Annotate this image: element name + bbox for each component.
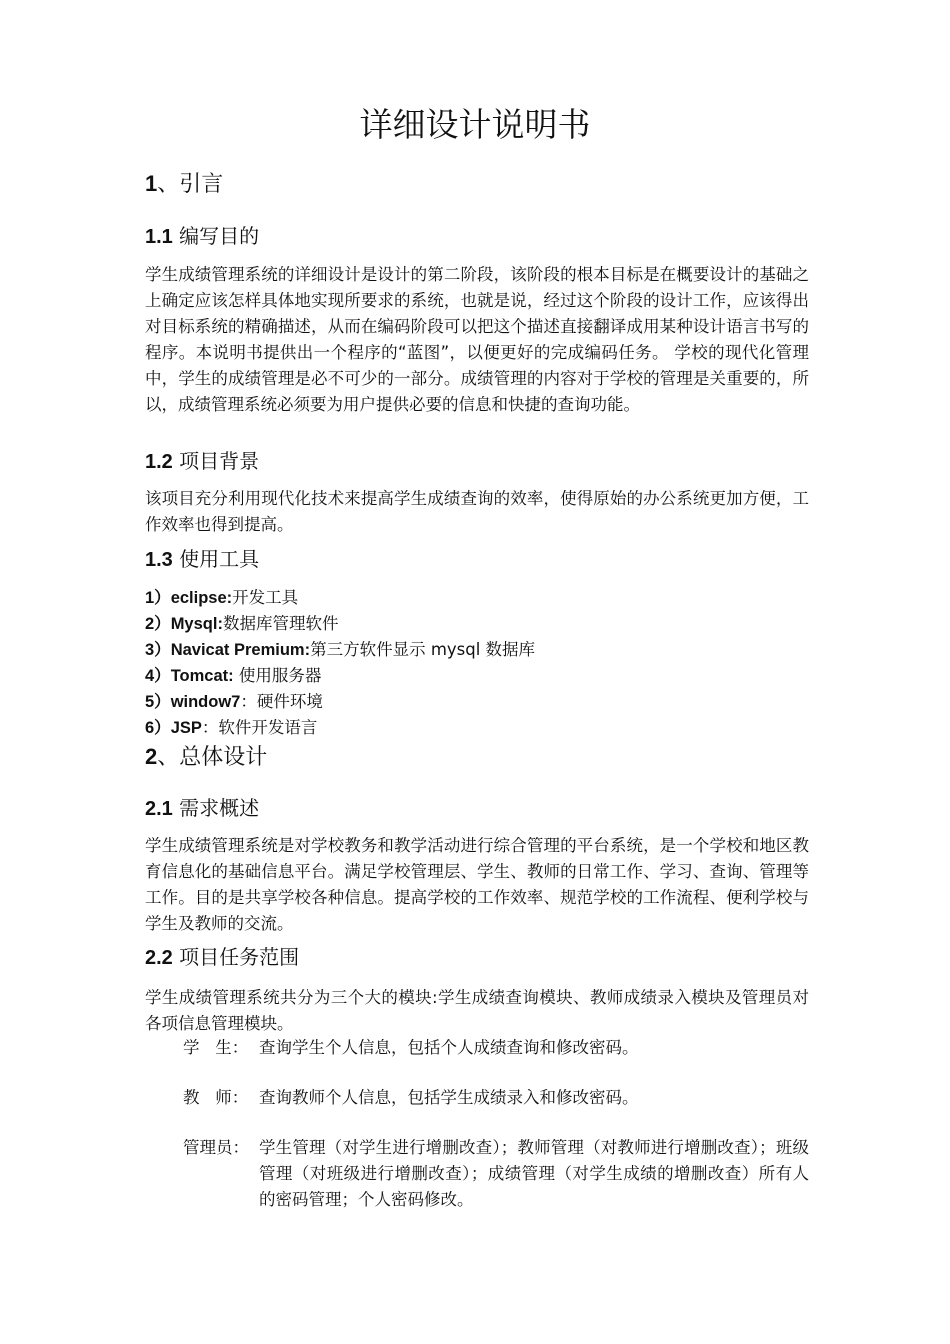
section-title: 项目任务范围 [172, 945, 300, 969]
tools-list [145, 585, 809, 741]
tool-index: 3） [145, 641, 171, 659]
section-title: 项目背景 [172, 449, 260, 473]
role-text: 查询学生个人信息，包括个人成绩查询和修改密码。 [259, 1038, 639, 1057]
role-text: 查询教师个人信息，包括学生成绩录入和修改密码。 [259, 1088, 639, 1107]
section-number: 1 [145, 171, 158, 196]
tool-item [145, 585, 809, 611]
tool-name: window7 [170, 693, 241, 711]
section-1-2-body: 该项目充分利用现代化技术来提高学生成绩查询的效率，使得原始的办公系统更加方便，工作效率也得到提高。 [145, 489, 809, 534]
tool-desc: 开发工具 [232, 588, 299, 607]
tool-index: 6） [145, 719, 171, 737]
section-number: 1.1 [145, 226, 173, 248]
section-number: 2 [145, 744, 158, 769]
role-label: 教 师： [183, 1088, 249, 1107]
section-2-heading [145, 740, 267, 775]
section-2-1-body: 学生成绩管理系统是对学校教务和教学活动进行综合管理的平台系统，是一个学校和地区教育信息化的基础信息平台。满足学校管理层、学生、教师的日常工作、学习、查询、管理等工作。目的是共享学校各种信息。提高学校的工作效率、规范学校的工作流程、便利学校与学生及教师的交流。 [145, 836, 809, 933]
section-number: 1.2 [145, 451, 173, 473]
tool-name: JSP [170, 719, 202, 737]
section-title: 编写目的 [172, 224, 260, 248]
section-1-3-heading [145, 544, 259, 575]
tool-name: Tomcat: [170, 667, 234, 685]
role-item-student [183, 1035, 809, 1061]
section-1-1-heading [145, 221, 259, 252]
tool-desc: 数据库管理软件 [222, 614, 339, 633]
tool-item [145, 611, 809, 637]
section-title: 需求概述 [172, 796, 260, 820]
section-1-1-body: 学生成绩管理系统的详细设计是设计的第二阶段，该阶段的根本目标是在概要设计的基础之上确定应该怎样具体地实现所要求的系统，也就是说，经过这个阶段的设计工作，应该得出对目标系统的精确描述，从而在编码阶段可以把这个描述直接翻译成用某种设计语言书写的程序。本说明书提供出一个程序的“蓝图”，以便更好的完成编码任务。 学校的现代化管理中，学生的成绩管理是必不可少的一部分。成绩管理的内容对于学校的管理是关重要的，所以，成绩管理系统必须要为用户提供必要的信息和快捷的查询功能。 [145, 265, 809, 414]
tool-item [145, 689, 809, 715]
section-1-heading [145, 167, 223, 202]
section-2-2-heading [145, 942, 299, 973]
section-number: 1.3 [145, 549, 173, 571]
tool-item [145, 637, 809, 663]
tool-name: eclipse: [170, 589, 233, 607]
tool-desc: 第三方软件显示 mysql 数据库 [310, 640, 536, 659]
role-label: 学 生： [183, 1038, 249, 1057]
tool-index: 4） [145, 667, 171, 685]
section-number: 2.2 [145, 947, 173, 969]
section-title: 、总体设计 [157, 745, 268, 770]
section-number: 2.1 [145, 798, 173, 820]
section-2-1-heading [145, 793, 259, 824]
tool-desc: ：硬件环境 [240, 692, 323, 711]
document-title: 详细设计说明书 [359, 105, 591, 144]
roles-list [183, 1035, 809, 1237]
tool-desc: 使用服务器 [233, 666, 322, 685]
role-item-admin [183, 1135, 809, 1213]
tool-item [145, 715, 809, 741]
tool-item [145, 663, 809, 689]
role-label: 管理员： [183, 1138, 249, 1157]
tool-index: 1） [145, 589, 171, 607]
tool-name: Mysql: [170, 615, 223, 633]
section-title: 使用工具 [172, 547, 260, 571]
tool-index: 5） [145, 693, 171, 711]
tool-desc: ：软件开发语言 [201, 718, 318, 737]
section-1-2-heading [145, 446, 259, 477]
role-item-teacher [183, 1085, 809, 1111]
tool-name: Navicat Premium: [170, 641, 311, 659]
section-2-2-body: 学生成绩管理系统共分为三个大的模块:学生成绩查询模块、教师成绩录入模块及管理员对各项信息管理模块。 [145, 988, 809, 1033]
section-title: 、引言 [157, 172, 224, 197]
role-text: 学生管理（对学生进行增删改查）；教师管理（对教师进行增删改查）；班级管理（对班级进行增删改查）；成绩管理（对学生成绩的增删改查）所有人的密码管理；个人密码修改。 [259, 1138, 809, 1209]
tool-index: 2） [145, 615, 171, 633]
